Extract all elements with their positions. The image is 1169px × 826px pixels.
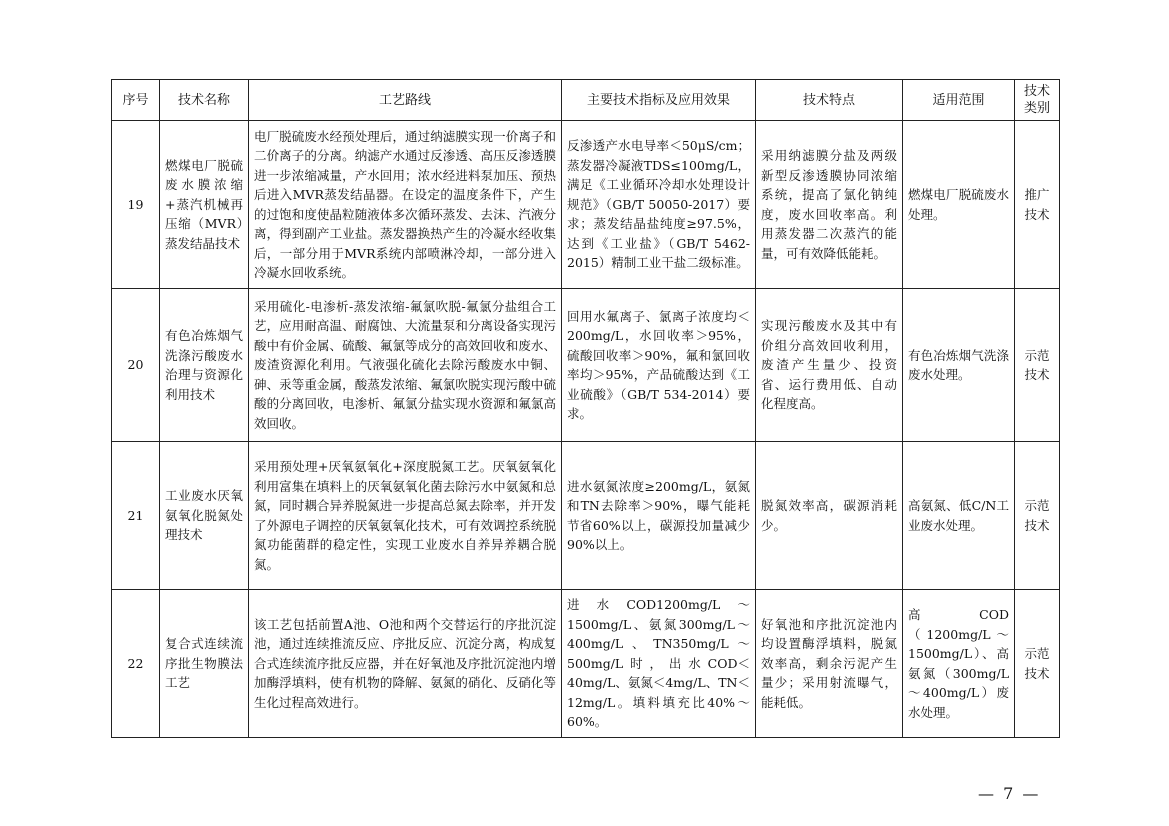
row-no: 19 [112,121,160,289]
row-features: 实现污酸废水及其中有价组分高效回收利用，废渣产生量少、投资省、运行费用低、自动化程度高。 [756,289,903,442]
technology-table [111,79,1060,738]
row-no: 21 [112,442,160,590]
header-name: 技术名称 [160,80,249,121]
row-indicators: 反渗透产水电导率＜50μS/cm；蒸发器冷凝液TDS≤100mg/L，满足《工业循环冷却水处理设计规范》（GB/T 50050-2017）要求；蒸发结晶盐纯度≥97.5%，达到《工业盐》（GB/T 5462-2015）精制工业干盐二级标准。 [562,121,756,289]
header-scope: 适用范围 [903,80,1015,121]
row-route: 该工艺包括前置A池、O池和两个交替运行的序批沉淀池，通过连续推流反应、序批反应、沉淀分离，构成复合式连续流序批反应器，并在好氧池及序批沉淀池内增加酶浮填料，使有机物的降解、氨氮的硝化、反硝化等生化过程高效进行。 [249,590,562,738]
header-row [112,80,1060,121]
row-category: 示范技术 [1015,442,1060,590]
row-route: 电厂脱硫废水经预处理后，通过纳滤膜实现一价离子和二价离子的分离。纳滤产水通过反渗透、高压反渗透膜进一步浓缩减量，产水回用；浓水经进料泵加压、预热后进入MVR蒸发结晶器。在设定的温度条件下，产生的过饱和度使晶粒随液体多次循环蒸发、去沫、汽液分离，得到副产工业盐。蒸发器换热产生的冷凝水经收集后，一部分用于MVR系统内部喷淋冷却，一部分进入冷凝水回收系统。 [249,121,562,289]
header-indicators: 主要技术指标及应用效果 [562,80,756,121]
row-features: 采用纳滤膜分盐及两级新型反渗透膜协同浓缩系统，提高了氯化钠纯度，废水回收率高。利用蒸发器二次蒸汽的能量，可有效降低能耗。 [756,121,903,289]
row-indicators: 进水氨氮浓度≥200mg/L，氨氮和TN去除率＞90%，曝气能耗节省60%以上，碳源投加量减少90%以上。 [562,442,756,590]
row-name: 燃煤电厂脱硫废水膜浓缩+蒸汽机械再压缩（MVR）蒸发结晶技术 [160,121,249,289]
row-indicators: 进水COD1200mg/L～1500mg/L、氨氮300mg/L～400mg/L、TN350mg/L～500mg/L时，出水COD＜40mg/L、氨氮＜4mg/L、TN＜12mg/L。填料填充比40%～60%。 [562,590,756,738]
row-category: 推广技术 [1015,121,1060,289]
table-row [112,121,1060,289]
row-scope: 有色冶炼烟气洗涤废水处理。 [903,289,1015,442]
row-features: 脱氮效率高，碳源消耗少。 [756,442,903,590]
page-number: — 7 — [978,784,1041,803]
row-route: 采用预处理+厌氧氨氧化+深度脱氮工艺。厌氧氨氧化利用富集在填料上的厌氧氨氧化菌去除污水中氨氮和总氮，同时耦合异养脱氮进一步提高总氮去除率，并开发了外源电子调控的厌氧氨氧化技术，可有效调控系统脱氮功能菌群的稳定性，实现工业废水自养异养耦合脱氮。 [249,442,562,590]
row-category: 示范技术 [1015,289,1060,442]
table-row [112,289,1060,442]
header-route: 工艺路线 [249,80,562,121]
row-scope: 燃煤电厂脱硫废水处理。 [903,121,1015,289]
table-row [112,590,1060,738]
row-name: 有色冶炼烟气洗涤污酸废水治理与资源化利用技术 [160,289,249,442]
row-no: 22 [112,590,160,738]
row-no: 20 [112,289,160,442]
row-scope: 高COD（1200mg/L～1500mg/L）、高氨氮（300mg/L～400mg/L）废水处理。 [903,590,1015,738]
row-route: 采用硫化-电渗析-蒸发浓缩-氟氯吹脱-氟氯分盐组合工艺，应用耐高温、耐腐蚀、大流量泵和分离设备实现污酸中有价金属、硫酸、氟氯等成分的高效回收和废水、废渣资源化利用。气液强化硫化去除污酸废水中铜、砷、汞等重金属，酸蒸发浓缩、氟氯吹脱实现污酸中硫酸的分离回收，电渗析、氟氯分盐实现水资源和氟氯高效回收。 [249,289,562,442]
header-features: 技术特点 [756,80,903,121]
header-category: 技术类别 [1015,80,1060,121]
row-category: 示范技术 [1015,590,1060,738]
row-features: 好氧池和序批沉淀池内均设置酶浮填料，脱氮效率高，剩余污泥产生量少；采用射流曝气，能耗低。 [756,590,903,738]
row-name: 工业废水厌氧氨氧化脱氮处理技术 [160,442,249,590]
row-name: 复合式连续流序批生物膜法工艺 [160,590,249,738]
table-row [112,442,1060,590]
row-scope: 高氨氮、低C/N工业废水处理。 [903,442,1015,590]
row-indicators: 回用水氟离子、氯离子浓度均＜200mg/L，水回收率＞95%，硫酸回收率＞90%，氟和氯回收率均＞95%，产品硫酸达到《工业硫酸》（GB/T 534-2014）要求。 [562,289,756,442]
header-no: 序号 [112,80,160,121]
